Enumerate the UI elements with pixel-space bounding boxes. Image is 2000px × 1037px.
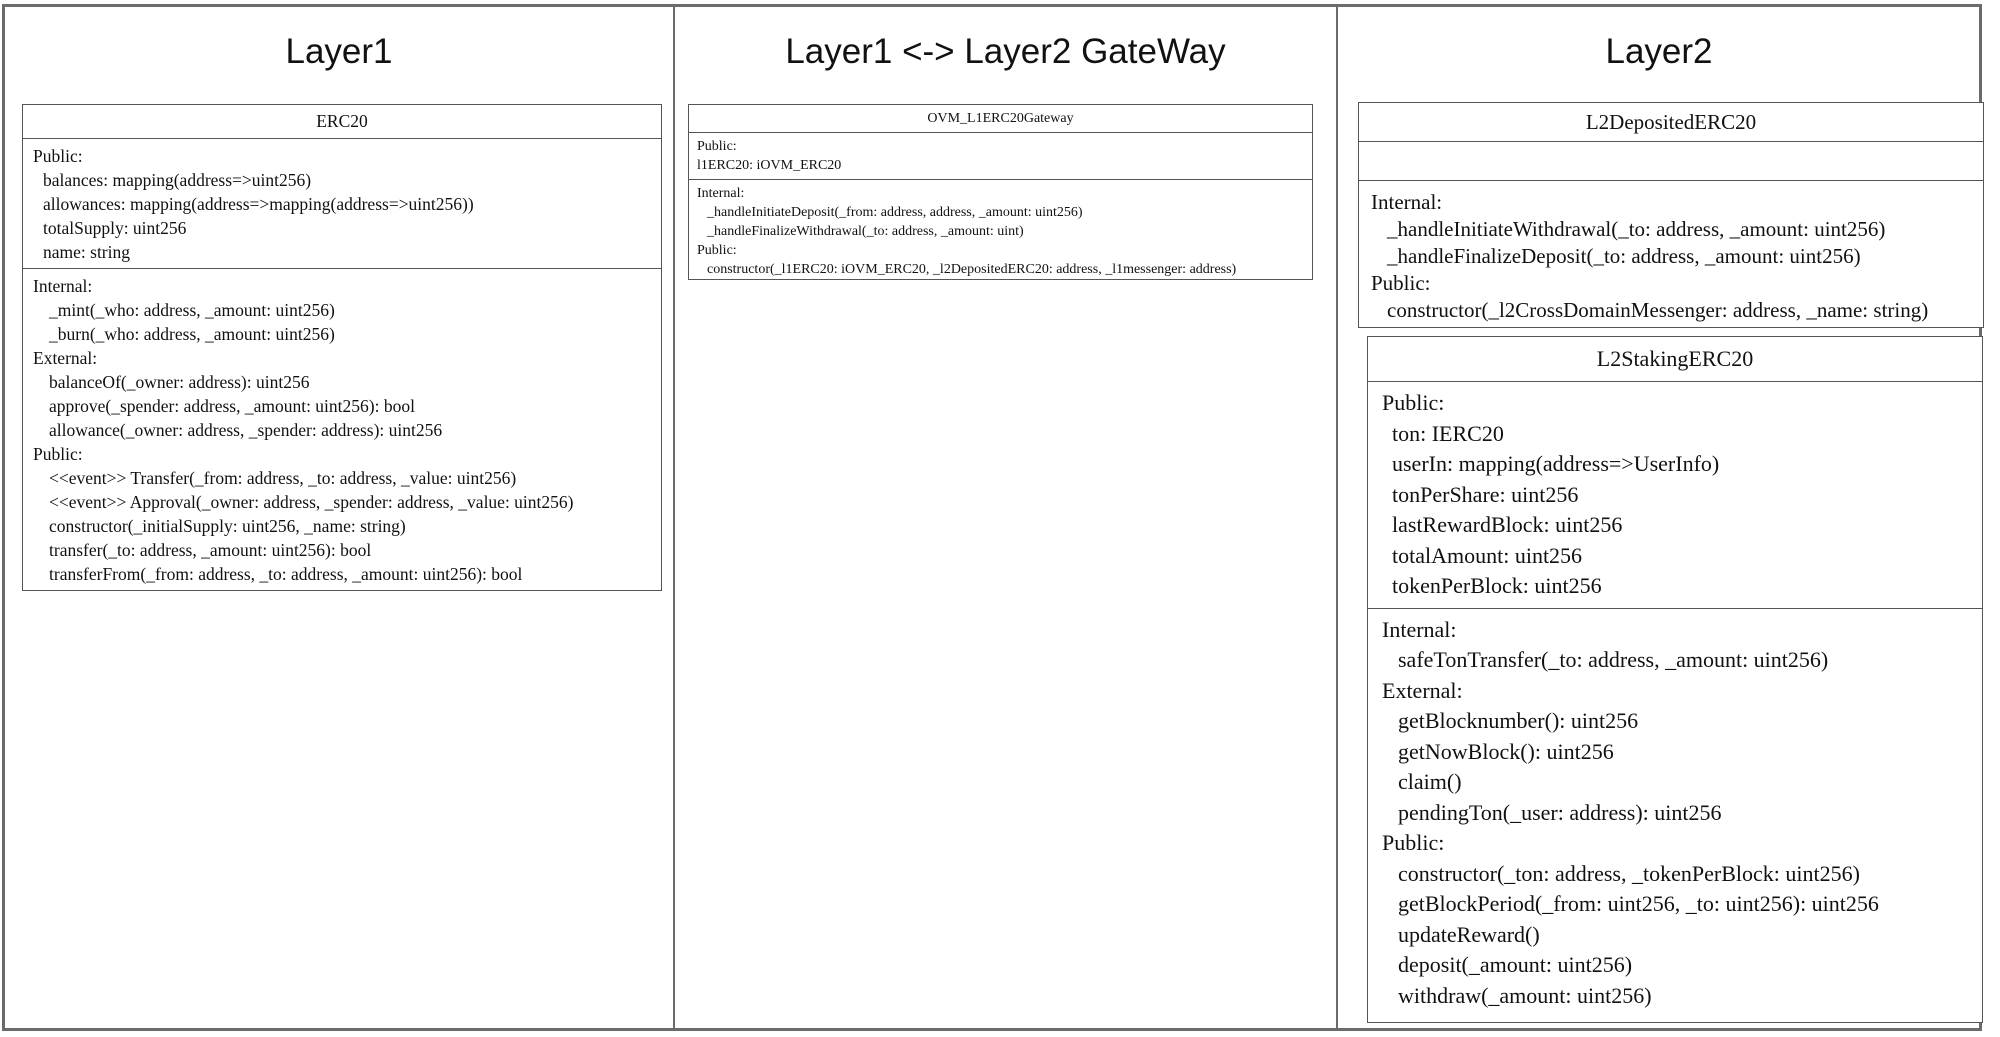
method: _handleFinalizeDeposit(_to: address, _amount: uint256) [1387, 244, 1861, 268]
attribute: userIn: mapping(address=>UserInfo) [1392, 451, 1720, 476]
method: transferFrom(_from: address, _to: address, _amount: uint256): bool [49, 564, 523, 584]
method: _handleFinalizeWithdrawal(_to: address, _amount: uint) [707, 224, 1024, 239]
attribute: name: string [43, 242, 130, 262]
attributes-section [23, 139, 661, 269]
attributes-section-empty [1359, 142, 1983, 181]
attribute: tokenPerBlock: uint256 [1392, 573, 1602, 598]
visibility-label: Public: [697, 243, 737, 258]
attributes-section [689, 133, 1312, 180]
method: constructor(_l1ERC20: iOVM_ERC20, _l2DepositedERC20: address, _l1messenger: address) [707, 262, 1237, 277]
method: _mint(_who: address, _amount: uint256) [49, 300, 335, 320]
column-divider-2 [1336, 4, 1338, 1031]
methods-section [689, 180, 1312, 283]
method: approve(_spender: address, _amount: uint256): bool [49, 396, 415, 416]
column-divider-1 [673, 4, 675, 1031]
class-name: ERC20 [23, 105, 661, 139]
class-name: OVM_L1ERC20Gateway [689, 105, 1312, 133]
attribute: lastRewardBlock: uint256 [1392, 512, 1623, 537]
visibility-label: Public: [1371, 271, 1431, 295]
method: balanceOf(_owner: address): uint256 [49, 372, 310, 392]
class-l2stakingerc20 [1367, 336, 1983, 1023]
attribute: balances: mapping(address=>uint256) [43, 170, 312, 190]
class-l2depositederc20 [1358, 102, 1984, 328]
methods-section [23, 269, 661, 590]
method: getBlocknumber(): uint256 [1398, 708, 1639, 733]
method: pendingTon(_user: address): uint256 [1398, 799, 1722, 825]
methods-section [1368, 609, 1982, 1018]
method: claim() [1398, 769, 1462, 794]
method: constructor(_ton: address, _tokenPerBlock: uint256) [1398, 860, 1860, 886]
visibility-label: Internal: [1382, 616, 1457, 642]
class-erc20 [22, 104, 662, 591]
method: constructor(_initialSupply: uint256, _name: string) [49, 516, 406, 536]
attributes-section [1368, 382, 1982, 609]
method: _handleInitiateWithdrawal(_to: address, _amount: uint256) [1387, 217, 1886, 241]
method: safeTonTransfer(_to: address, _amount: uint256) [1398, 647, 1829, 672]
visibility-label: Internal: [697, 186, 745, 201]
class-name: L2DepositedERC20 [1359, 103, 1983, 142]
class-ovm-l1erc20gateway [688, 104, 1313, 280]
method: updateReward() [1398, 921, 1540, 947]
method: deposit(_amount: uint256) [1398, 952, 1633, 977]
method: <<event>> Approval(_owner: address, _spender: address, _value: uint256) [49, 492, 574, 512]
method: allowance(_owner: address, _spender: address): uint256 [49, 420, 443, 440]
method: withdraw(_amount: uint256) [1398, 982, 1652, 1008]
method: <<event>> Transfer(_from: address, _to: address, _value: uint256) [49, 468, 517, 488]
visibility-label: Internal: [1371, 190, 1443, 214]
column-title-gateway: Layer1 <-> Layer2 GateWay [785, 32, 1226, 71]
method: getNowBlock(): uint256 [1398, 738, 1614, 764]
attribute: allowances: mapping(address=>mapping(address=>uint256)) [43, 194, 474, 214]
method: _burn(_who: address, _amount: uint256) [49, 324, 335, 344]
method: transfer(_to: address, _amount: uint256): bool [49, 540, 372, 560]
attribute: tonPerShare: uint256 [1392, 481, 1579, 507]
class-name: L2StakingERC20 [1368, 337, 1982, 382]
method: _handleInitiateDeposit(_from: address, address, _amount: uint256) [707, 205, 1083, 220]
column-title-layer1: Layer1 [285, 32, 393, 71]
attribute: l1ERC20: iOVM_ERC20 [697, 158, 842, 173]
visibility-label: Public: [1382, 390, 1445, 415]
method: constructor(_l2CrossDomainMessenger: address, _name: string) [1387, 298, 1929, 322]
visibility-label: Internal: [33, 276, 93, 296]
column-title-layer2: Layer2 [1605, 32, 1713, 71]
attribute: totalAmount: uint256 [1392, 542, 1583, 568]
visibility-label: External: [33, 348, 98, 368]
methods-section [1359, 181, 1983, 332]
method: getBlockPeriod(_from: uint256, _to: uint256): uint256 [1398, 891, 1879, 916]
visibility-label: External: [1382, 677, 1463, 703]
attribute: totalSupply: uint256 [43, 218, 187, 238]
visibility-label: Public: [33, 444, 83, 464]
attribute: ton: IERC20 [1392, 420, 1504, 446]
visibility-label: Public: [697, 139, 737, 154]
visibility-label: Public: [33, 146, 83, 166]
visibility-label: Public: [1382, 830, 1445, 855]
